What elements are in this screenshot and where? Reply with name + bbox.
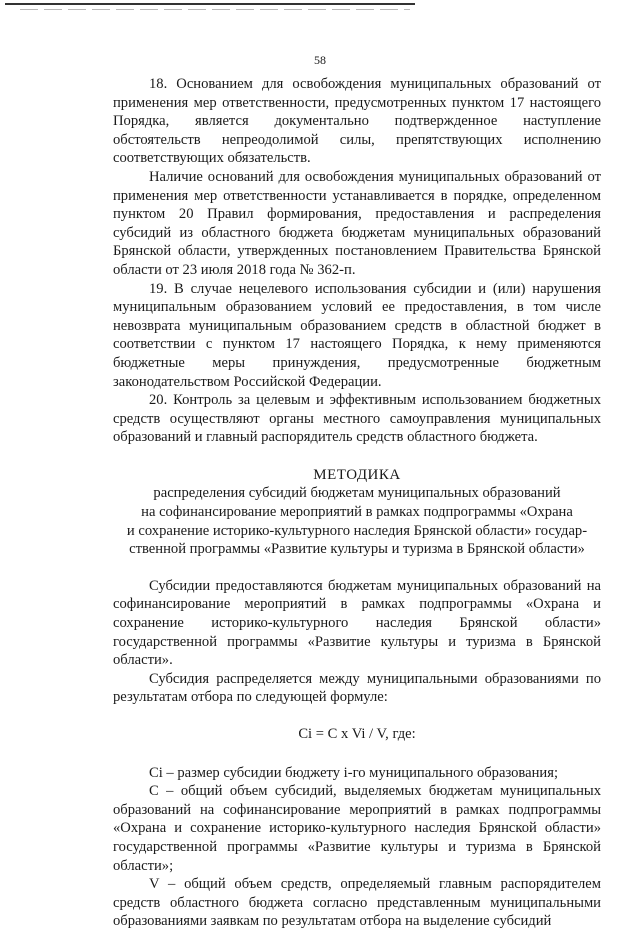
paragraph-subsidies: Субсидии предоставляются бюджетам муниципальных образований на софинансирование мероприятий в рамках подпрограммы «Охрана и сохранение историко-культурного наследия Брянской области» государственной программы «Развитие культуры и туризма в Брянской области». — [113, 577, 601, 669]
definition-c: C – общий объем субсидий, выделяемых бюджетам муниципальных образований на софинансирование мероприятий в рамках подпрограммы «Охрана и сохранение историко-культурного наследия Брянской области» государственной программы «Развитие культуры и туризма в Брянской области»; — [113, 783, 601, 874]
document-body — [113, 75, 601, 931]
paragraph-distribution: Субсидия распределяется между муниципальными образованиями по результатам отбора по следующей формуле: — [113, 670, 601, 706]
paragraph-19: 19. В случае нецелевого использования субсидии и (или) нарушения муниципальным образованием условий ее предоставления, в том числе невозврата муниципальным образованием средств в областной бюджет в соответствии с пунктом 17 настоящего Порядка, к нему применяются бюджетные меры принуждения, предусмотренные бюджетным законодательством Российской Федерации. — [113, 280, 601, 390]
section-subtitle-line: ственной программы «Развитие культуры и туризма в Брянской области» — [129, 541, 585, 558]
section-subtitle-line: и сохранение историко-культурного наследия Брянской области» государ- — [126, 522, 588, 539]
section-subtitle-line: распределения субсидий бюджетам муниципальных образований — [153, 485, 561, 502]
paragraph-18: 18. Основанием для освобождения муниципальных образований от применения мер ответственности, предусмотренных пунктом 17 настоящего Порядка, является документально подтвержденное наступление обстоятельств непреодолимой силы, препятствующих исполнению соответствующих обязательств. — [113, 76, 601, 167]
definition-ci: Ci – размер субсидии бюджету i-го муниципального образования; — [149, 764, 558, 781]
formula: Ci = C x Vi / V, где: — [298, 726, 416, 742]
definition-v: V – общий объем средств, определяемый главным распорядителем средств областного бюджета согласно представленным муниципальными образованиями заявкам по результатам отбора на выделение субсидий — [113, 876, 601, 930]
paragraph-20: 20. Контроль за целевым и эффективным использованием бюджетных средств осуществляют органы местного самоуправления муниципальных образований и главный распорядитель средств областного бюджета. — [113, 392, 601, 446]
scan-artifact — [0, 0, 640, 14]
section-subtitle-line: на софинансирование мероприятий в рамках подпрограммы «Охрана — [141, 504, 573, 521]
paragraph-grounds: Наличие оснований для освобождения муниципальных образований от применения мер ответственности устанавливается в порядке, определенном пунктом 20 Правил формирования, предоставления и распределения субсидий из областного бюджета бюджетам муниципальных образований Брянской области, утвержденных постановлением Правительства Брянской области от 23 июля 2018 года № 362-п. — [113, 168, 601, 278]
page-number: 58 — [314, 53, 326, 67]
section-title: МЕТОДИКА — [313, 466, 401, 483]
